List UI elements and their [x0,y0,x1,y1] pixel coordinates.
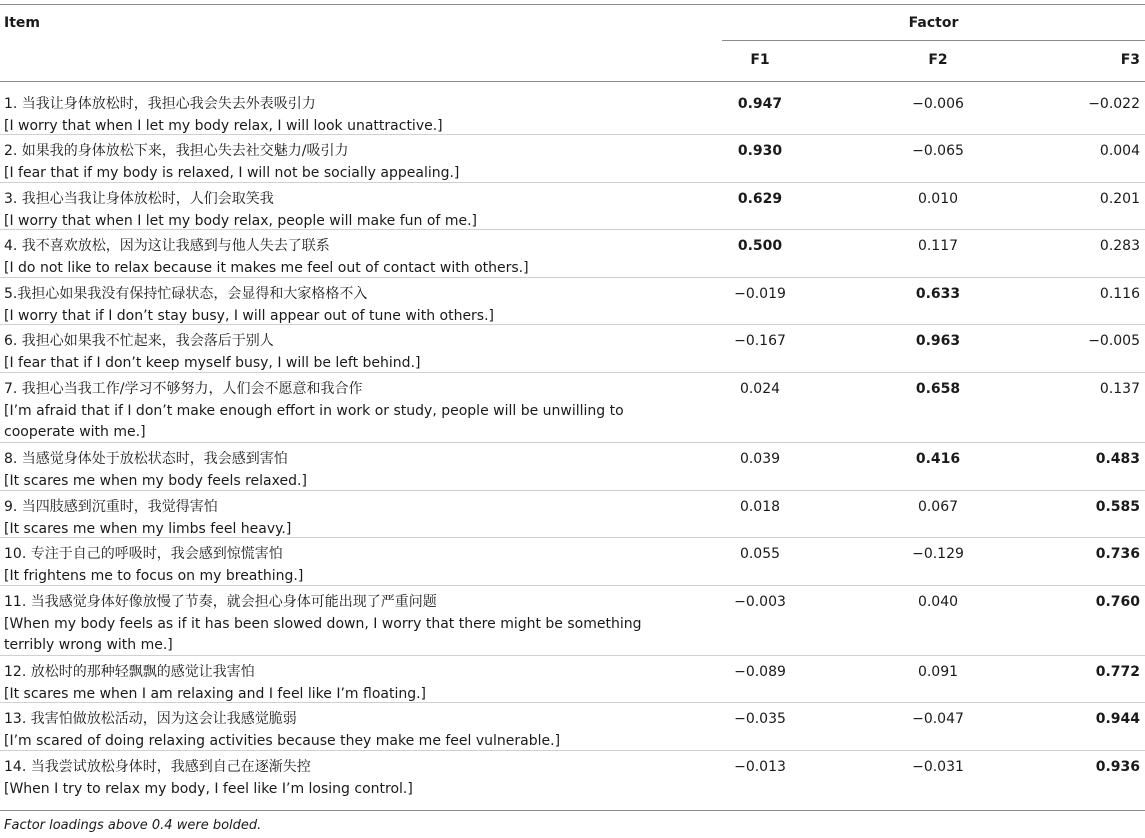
row-divider [0,490,1145,491]
loading-f1: −0.019 [734,286,786,302]
row-divider [0,229,1145,230]
loading-f3: 0.944 [1095,711,1140,727]
loading-f2: 0.658 [915,381,961,397]
loading-f2: −0.006 [912,96,964,112]
item-text [4,592,644,657]
loading-f2: 0.117 [917,238,959,254]
loading-f1: 0.018 [739,499,781,515]
item-text [4,236,644,279]
bottom-rule [0,810,1145,811]
loading-f2: −0.031 [912,759,964,775]
item-english: [It frightens me to focus on my breathing.] [4,567,304,584]
item-english: [When my body feels as if it has been slowed down, I worry that there might be something terribly wrong with me.] [4,615,642,653]
item-text [4,331,644,374]
loading-f3: 0.483 [1095,451,1140,467]
loading-f3: 0.772 [1095,664,1140,680]
row-divider [0,182,1145,183]
column-header-f3: F3 [1120,52,1140,68]
row-divider [0,585,1145,586]
column-header-f2: F2 [928,52,948,68]
item-english: [I worry that when I let my body relax, I will look unattractive.] [4,117,443,134]
row-divider [0,277,1145,278]
loading-f2: 0.067 [917,499,959,515]
loading-f3: 0.004 [1099,143,1140,159]
loading-f3: 0.201 [1099,191,1140,207]
loading-f3: 0.936 [1095,759,1140,775]
item-english: [When I try to relax my body, I feel like I’m losing control.] [4,780,413,797]
item-chinese: 5.我担心如果我没有保持忙碌状态，会显得和大家格格不入 [4,286,368,302]
item-text [4,757,644,800]
item-english: [It scares me when my limbs feel heavy.] [4,520,292,537]
column-header-f1: F1 [750,52,770,68]
row-divider [0,537,1145,538]
loading-f3: −0.022 [1088,96,1140,112]
item-english: [It scares me when my body feels relaxed.] [4,472,307,489]
header-rule [0,81,1145,82]
loading-f3: 0.116 [1099,286,1140,302]
item-english: [I fear that if my body is relaxed, I will not be socially appealing.] [4,164,460,181]
item-chinese: 12. 放松时的那种轻飘飘的感觉让我害怕 [4,664,255,680]
row-divider [0,372,1145,373]
item-text [4,379,644,444]
item-text [4,141,644,184]
row-divider [0,324,1145,325]
loading-f2: −0.047 [912,711,964,727]
loading-f1: −0.003 [734,594,786,610]
item-chinese: 14. 当我尝试放松身体时，我感到自己在逐渐失控 [4,759,311,775]
loading-f2: 0.416 [915,451,961,467]
loading-f1: −0.167 [734,333,786,349]
item-english: [It scares me when I am relaxing and I feel like I’m floating.] [4,685,427,702]
item-chinese: 9. 当四肢感到沉重时，我觉得害怕 [4,499,218,515]
loading-f1: −0.013 [734,759,786,775]
item-chinese: 1. 当我让身体放松时，我担心我会失去外表吸引力 [4,96,316,112]
item-text [4,497,644,540]
loading-f3: 0.585 [1095,499,1140,515]
loading-f2: 0.963 [915,333,961,349]
loading-f2: 0.091 [917,664,959,680]
item-english: [I’m scared of doing relaxing activities because they make me feel vulnerable.] [4,732,561,749]
item-text [4,449,644,492]
item-chinese: 13. 我害怕做放松活动，因为这会让我感觉脆弱 [4,711,297,727]
item-chinese: 2. 如果我的身体放松下来，我担心失去社交魅力/吸引力 [4,143,349,159]
loading-f2: 0.040 [917,594,959,610]
table-footnote: Factor loadings above 0.4 were bolded. [4,818,262,833]
row-divider [0,702,1145,703]
item-english: [I worry that when I let my body relax, people will make fun of me.] [4,212,477,229]
item-header: Item [4,15,40,31]
factor-rule [722,40,1145,41]
loading-f2: 0.633 [915,286,961,302]
loading-f1: 0.500 [737,238,783,254]
item-text [4,662,644,705]
loading-f3: 0.760 [1095,594,1140,610]
item-text [4,284,644,327]
factor-header: Factor [908,15,959,31]
item-english: [I do not like to relax because it makes me feel out of contact with others.] [4,259,529,276]
loading-f1: −0.035 [734,711,786,727]
loading-f3: 0.137 [1099,381,1140,397]
loading-f3: 0.283 [1099,238,1140,254]
loading-f1: 0.024 [739,381,781,397]
loading-f2: −0.065 [912,143,964,159]
item-chinese: 4. 我不喜欢放松，因为这让我感到与他人失去了联系 [4,238,330,254]
row-divider [0,442,1145,443]
loading-f1: 0.039 [739,451,781,467]
item-chinese: 3. 我担心当我让身体放松时，人们会取笑我 [4,191,274,207]
loading-f3: −0.005 [1088,333,1140,349]
loading-f1: −0.089 [734,664,786,680]
row-divider [0,655,1145,656]
item-text [4,189,644,232]
item-chinese: 10. 专注于自己的呼吸时，我会感到惊慌害怕 [4,546,283,562]
item-english: [I worry that if I don’t stay busy, I will appear out of tune with others.] [4,307,495,324]
row-divider [0,134,1145,135]
item-chinese: 7. 我担心当我工作/学习不够努力，人们会不愿意和我合作 [4,381,363,397]
loading-f1: 0.947 [737,96,783,112]
top-rule [0,4,1145,5]
loading-f2: 0.010 [917,191,959,207]
loading-f2: −0.129 [912,546,964,562]
row-divider [0,750,1145,751]
item-text [4,709,644,752]
item-text [4,94,644,137]
loading-f3: 0.736 [1095,546,1140,562]
item-english: [I fear that if I don’t keep myself busy, I will be left behind.] [4,354,421,371]
item-text [4,544,644,587]
loading-f1: 0.055 [739,546,781,562]
item-chinese: 6. 我担心如果我不忙起来，我会落后于别人 [4,333,274,349]
item-chinese: 8. 当感觉身体处于放松状态时，我会感到害怕 [4,451,288,467]
item-chinese: 11. 当我感觉身体好像放慢了节奏，就会担心身体可能出现了严重问题 [4,594,437,610]
loading-f1: 0.930 [737,143,783,159]
item-english: [I’m afraid that if I don’t make enough effort in work or study, people will be unwilling to cooperate with me.] [4,402,624,440]
loading-f1: 0.629 [737,191,783,207]
